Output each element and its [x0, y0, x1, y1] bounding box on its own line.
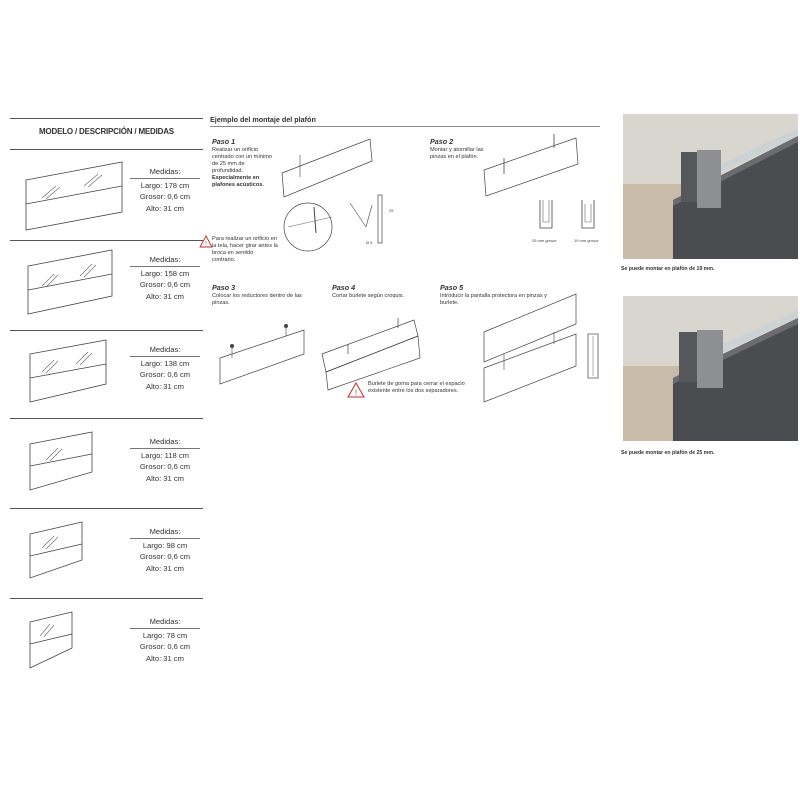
specs-heading: Medidas: — [130, 344, 200, 357]
specs-alto: Alto: 31 cm — [146, 563, 184, 573]
step1-body: Realizar un orificio centrado con un mínimo de 25 mm de profundidad. — [212, 147, 273, 174]
step5-panel-diagram — [480, 290, 606, 408]
step5-text: Introducir la pantalla protectora en pinzas y burlete. — [440, 293, 547, 306]
specs-grosor: Grosor: 0,6 cm — [139, 192, 191, 201]
model-specs — [130, 616, 200, 664]
specs-largo: Largo: 178 cm — [140, 180, 190, 190]
depth-label: 25 — [389, 208, 394, 213]
row-divider — [10, 598, 203, 599]
photo-mount-25mm — [623, 296, 798, 441]
specs-largo: Largo: 98 cm — [142, 540, 188, 550]
specs-alto: Alto: 31 cm — [146, 291, 184, 301]
assembly-title: Ejemplo del montaje del plafón — [210, 115, 600, 127]
step3-panel-diagram — [218, 318, 318, 400]
caption-19mm: Se puede montar en plafón de 19 mm. — [621, 266, 715, 272]
svg-text:!: ! — [205, 241, 207, 248]
step3-text: Colocar los reductores dentro de las pinzas. — [212, 293, 302, 306]
step4-title: Paso 4 — [332, 283, 356, 292]
step1-bold: Especialmente en plafones acústicos. — [212, 175, 264, 188]
screen-thumbnail-158 — [24, 246, 124, 326]
specs-grosor: Grosor: 0,6 cm — [139, 642, 191, 651]
step4-panel-diagram — [318, 302, 428, 392]
specs-heading: Medidas: — [130, 166, 200, 179]
step2-text: Montar y atornillar las pinzas en el plafón. — [430, 147, 484, 160]
screen-thumbnail-138 — [26, 336, 116, 411]
model-specs — [130, 436, 200, 484]
specs-largo: Largo: 78 cm — [142, 630, 188, 640]
screen-thumbnail-118 — [26, 428, 106, 498]
specs-largo: Largo: 138 cm — [140, 358, 190, 368]
step1-text — [212, 147, 272, 189]
specs-alto: Alto: 31 cm — [146, 473, 184, 483]
specs-grosor: Grosor: 0,6 cm — [139, 370, 191, 379]
specs-largo: Largo: 158 cm — [140, 268, 190, 278]
warning-icon — [200, 236, 212, 247]
step2-panel-diagram — [480, 130, 600, 210]
specs-largo: Largo: 118 cm — [141, 450, 189, 460]
clip-19mm-icon — [578, 200, 598, 234]
specs-heading: Medidas: — [130, 526, 200, 539]
caption-25mm: Se puede montar en plafón de 25 mm. — [621, 450, 715, 456]
specs-alto: Alto: 31 cm — [146, 653, 184, 663]
step1-title: Paso 1 — [212, 137, 236, 146]
catalog-header — [10, 118, 203, 150]
row-divider — [10, 330, 203, 331]
specs-grosor: Grosor: 0,6 cm — [139, 552, 191, 561]
specs-alto: Alto: 31 cm — [146, 203, 184, 213]
step4-warning: Burlete de goma para cerrar el espacio existente entre los dos separadores. — [368, 381, 465, 394]
photo-mount-19mm — [623, 114, 798, 259]
specs-grosor: Grosor: 0,6 cm — [139, 462, 191, 471]
clip-25mm-label: 25 mm grosor — [532, 238, 557, 243]
screen-thumbnail-178 — [22, 158, 127, 238]
model-specs — [130, 344, 200, 392]
specs-heading: Medidas: — [130, 436, 200, 449]
clip-19mm-label: 19 mm grosor — [574, 238, 599, 243]
model-specs — [130, 166, 200, 214]
row-divider — [10, 508, 203, 509]
clip-25mm-icon — [536, 200, 556, 234]
step5-title: Paso 5 — [440, 283, 464, 292]
step3-title: Paso 3 — [212, 283, 236, 292]
step1-warning: Para realizar un orificio en la tela, hacer girar antes la broca en sentido contrario. — [212, 236, 278, 263]
svg-text:!: ! — [354, 388, 358, 398]
step4-text: Cortar burlete según croquis. — [332, 293, 405, 299]
step2-title: Paso 2 — [430, 137, 454, 146]
model-specs — [130, 526, 200, 574]
diameter-label: Ø 6 — [366, 240, 373, 245]
screen-thumbnail-98 — [26, 518, 96, 588]
specs-heading: Medidas: — [130, 254, 200, 267]
step1-drill-diagram — [280, 135, 390, 255]
row-divider — [10, 418, 203, 419]
catalog-header-label: MODELO / DESCRIPCIÓN / MEDIDAS — [39, 127, 174, 136]
model-specs — [130, 254, 200, 302]
specs-grosor: Grosor: 0,6 cm — [139, 280, 191, 289]
row-divider — [10, 240, 203, 241]
specs-heading: Medidas: — [130, 616, 200, 629]
warning-icon — [348, 383, 364, 397]
specs-alto: Alto: 31 cm — [146, 381, 184, 391]
screen-thumbnail-78 — [26, 608, 86, 678]
